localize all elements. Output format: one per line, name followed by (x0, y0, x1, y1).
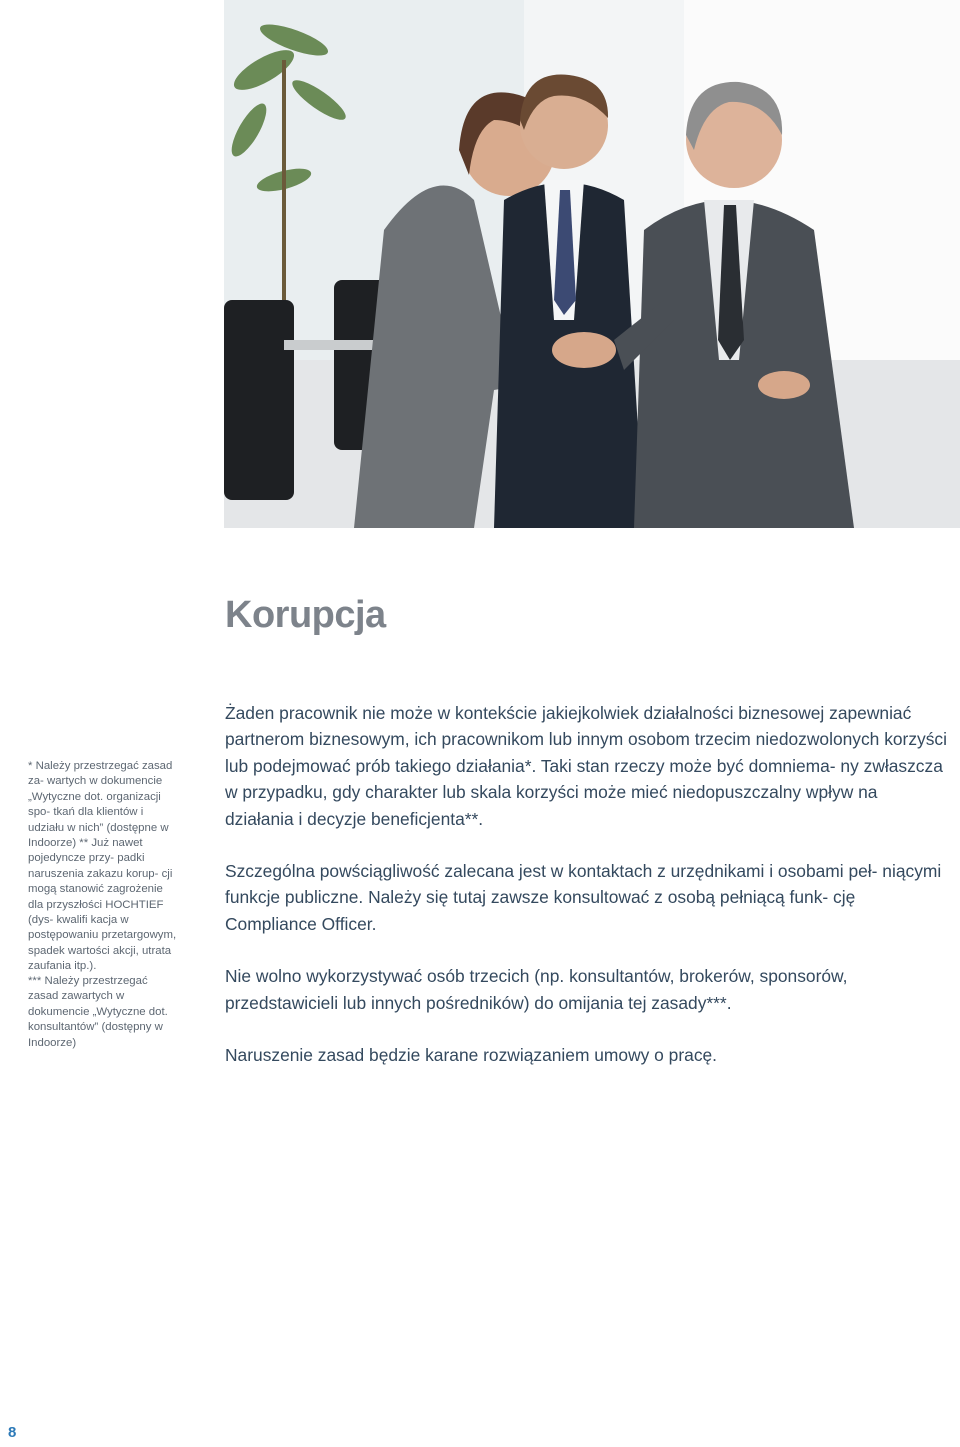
photo-illustration (224, 0, 960, 528)
page-title: Korupcja (225, 594, 386, 636)
footnote-1 (28, 759, 178, 975)
page-number: 8 (8, 1424, 17, 1441)
footnote-2 (28, 974, 178, 1051)
paragraph-4: Naruszenie zasad będzie karane rozwiązaniem umowy o pracę. (225, 1045, 718, 1066)
paragraph-3: Nie wolno wykorzystywać osób trzecich (np. konsultantów, brokerów, sponsorów, przedstawicieli lub innych pośredników) do omijania tej zasady***. (225, 966, 848, 1013)
paragraph-1: Żaden pracownik nie może w kontekście jakiejkolwiek działalności biznesowej zapewniać partnerom biznesowym, ich pracownikom lub innym osobom trzecim niedozwolonych korzyści lub podejmować prób takiego działania*. Taki stan rzeczy może być domniema- ny zwłaszcza w przypadku, gdy charakter lub skala korzyści może mieć niedopuszczalny wpływ na działania i decyzje beneficjenta**. (225, 703, 947, 829)
body-text (225, 700, 949, 1094)
business-handshake-photo (224, 0, 960, 528)
footnote-1-text: * Należy przestrzegać zasad za- wartych w dokumencie „Wytyczne dot. organizacji spo- tkań dla klientów i udziału w nich” (dostępne w Indoorze) ** Już nawet pojedyncze przy- padki naruszenia zakazu korup- cji mogą stanowić zagrożenie dla przyszłości HOCHTIEF (dys- kwalifi kacja w postępowaniu przetargowym, spadek wartości akcji, utrata zaufania itp.). (28, 760, 177, 973)
paragraph-2: Szczególna powściągliwość zalecana jest w kontaktach z urzędnikami i osobami peł- niącymi funkcje publiczne. Należy się tutaj zawsze konsultować z osobą pełniącą funk- cję Compliance Officer. (225, 861, 942, 934)
footnote-2-text: *** Należy przestrzegać zasad zawartych w dokumencie „Wytyczne dot. konsultantów” (dostępny w Indoorze) (28, 975, 168, 1049)
